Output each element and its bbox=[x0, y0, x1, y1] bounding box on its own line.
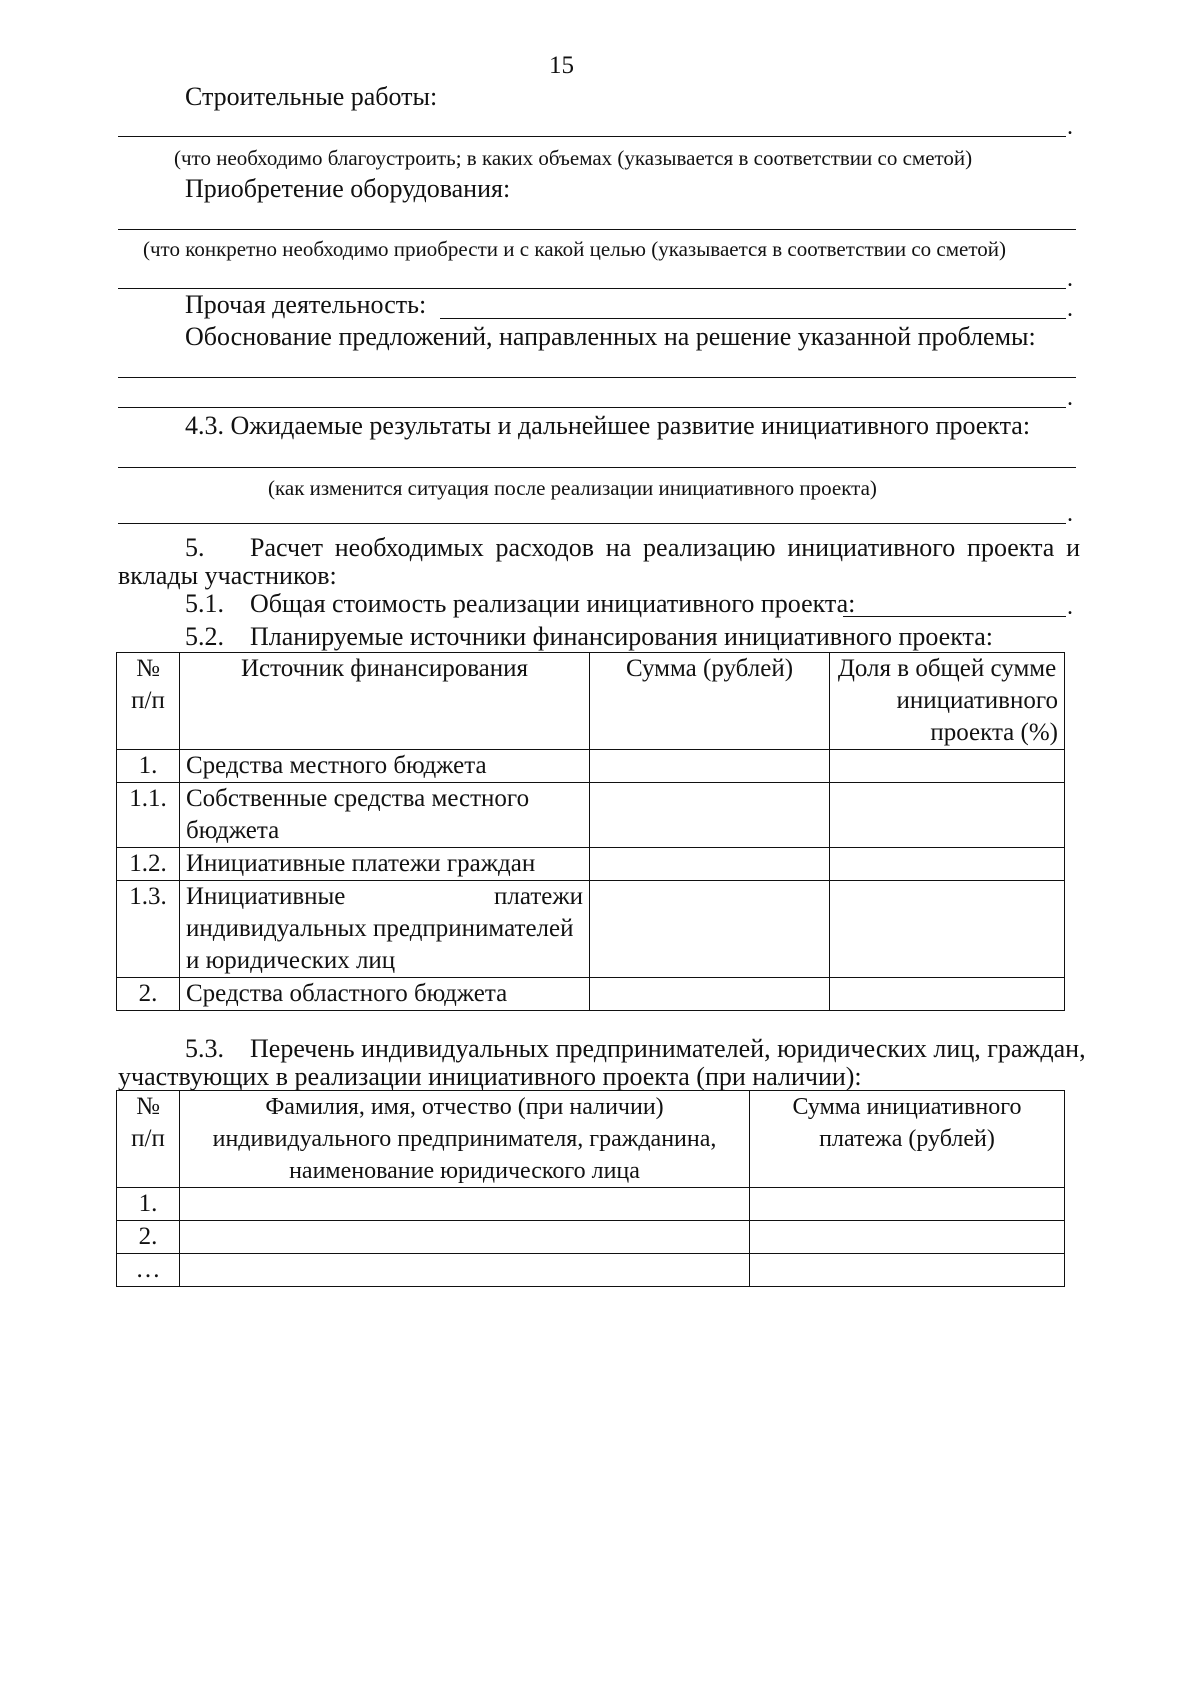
table-row bbox=[117, 848, 1065, 881]
source-name: Инициативные платежи граждан bbox=[180, 848, 590, 881]
table-row bbox=[117, 750, 1065, 783]
page-number: 15 bbox=[549, 52, 574, 79]
table-row bbox=[117, 881, 1065, 978]
header-amount: Сумма (рублей) bbox=[590, 653, 830, 750]
section-4-3-title: 4.3. Ожидаемые результаты и дальнейшее развитие инициативного проекта: bbox=[185, 411, 1031, 440]
justification-label: Обоснование предложений, направленных на решение указанной проблемы: bbox=[185, 322, 1036, 351]
header-cell-name bbox=[180, 1091, 750, 1188]
table-row bbox=[117, 1188, 1065, 1221]
period: . bbox=[1067, 385, 1073, 411]
section-5-line2: вклады участников: bbox=[118, 561, 337, 590]
payment-cell[interactable] bbox=[750, 1188, 1065, 1221]
share-cell[interactable] bbox=[830, 978, 1065, 1011]
header-name-line1: Фамилия, имя, отчество (при наличии) bbox=[265, 1094, 664, 1120]
payment-cell[interactable] bbox=[750, 1254, 1065, 1287]
header-share-line2: инициативного bbox=[896, 687, 1058, 714]
table-row bbox=[117, 1254, 1065, 1287]
section-5-number: 5. bbox=[185, 533, 205, 562]
source-name-cell bbox=[180, 881, 590, 978]
equipment-hint: (что конкретно необходимо приобрести и с какой целью (указывается в соответствии со сметой) bbox=[143, 237, 1006, 261]
section-5-1-text: Общая стоимость реализации инициативного проекта: bbox=[250, 589, 856, 618]
equipment-fill-line[interactable] bbox=[118, 229, 1076, 230]
section-5-3-number: 5.3. bbox=[185, 1034, 224, 1063]
section-5-3-line1: Перечень индивидуальных предпринимателей, юридических лиц, граждан, bbox=[250, 1034, 1086, 1063]
header-source: Источник финансирования bbox=[180, 653, 590, 750]
section-4-3-hint: (как изменится ситуация после реализации инициативного проекта) bbox=[268, 476, 877, 500]
header-cell-payment bbox=[750, 1091, 1065, 1188]
participant-name-cell[interactable] bbox=[180, 1188, 750, 1221]
section-5-line1: Расчет необходимых расходов на реализацию инициативного проекта и bbox=[250, 533, 1080, 562]
header-cell-num bbox=[117, 653, 180, 750]
header-share-line3: проекта (%) bbox=[930, 719, 1058, 746]
period: . bbox=[1067, 296, 1073, 322]
row-number: … bbox=[117, 1254, 180, 1287]
table-row bbox=[117, 1221, 1065, 1254]
header-num-abbr: п/п bbox=[131, 687, 165, 714]
amount-cell[interactable] bbox=[590, 978, 830, 1011]
construction-label: Строительные работы: bbox=[185, 82, 438, 111]
header-num-symbol: № bbox=[136, 655, 160, 682]
amount-cell[interactable] bbox=[590, 783, 830, 848]
period: . bbox=[1067, 594, 1073, 620]
share-cell[interactable] bbox=[830, 848, 1065, 881]
table-row bbox=[117, 978, 1065, 1011]
justification-fill-line[interactable] bbox=[118, 377, 1076, 378]
header-share-line1: Доля в общей сумме bbox=[837, 655, 1057, 682]
funding-table bbox=[116, 652, 1065, 1011]
source-name-line: Собственные средства местного bbox=[186, 785, 530, 812]
participant-name-cell[interactable] bbox=[180, 1254, 750, 1287]
header-name-line2: индивидуального предпринимателя, гражданина, bbox=[212, 1126, 717, 1152]
header-payment-line2: платежа (рублей) bbox=[819, 1126, 995, 1152]
source-name-line: и юридических лиц bbox=[186, 947, 396, 974]
row-number: 1. bbox=[117, 1188, 180, 1221]
other-activity-label: Прочая деятельность: bbox=[185, 290, 427, 319]
equipment-fill-line-2[interactable] bbox=[118, 288, 1066, 289]
construction-hint: (что необходимо благоустроить; в каких объемах (указывается в соответствии со сметой) bbox=[174, 146, 973, 170]
source-name: Средства областного бюджета bbox=[180, 978, 590, 1011]
row-number: 1.2. bbox=[117, 848, 180, 881]
header-payment-line1: Сумма инициативного bbox=[792, 1094, 1022, 1120]
justification-fill-line-2[interactable] bbox=[118, 407, 1066, 408]
amount-cell[interactable] bbox=[590, 750, 830, 783]
amount-cell[interactable] bbox=[590, 848, 830, 881]
source-name-cell bbox=[180, 783, 590, 848]
results-fill-line-2[interactable] bbox=[118, 523, 1066, 524]
participants-table bbox=[116, 1090, 1065, 1287]
participant-name-cell[interactable] bbox=[180, 1221, 750, 1254]
source-name-line: индивидуальных предпринимателей bbox=[186, 915, 574, 942]
source-name: Средства местного бюджета bbox=[180, 750, 590, 783]
payment-cell[interactable] bbox=[750, 1221, 1065, 1254]
share-cell[interactable] bbox=[830, 750, 1065, 783]
header-cell-num bbox=[117, 1091, 180, 1188]
section-5-2-number: 5.2. bbox=[185, 622, 224, 651]
share-cell[interactable] bbox=[830, 783, 1065, 848]
header-num-symbol: № bbox=[136, 1093, 160, 1120]
equipment-label: Приобретение оборудования: bbox=[185, 174, 511, 203]
results-fill-line[interactable] bbox=[118, 467, 1076, 468]
row-number: 2. bbox=[117, 978, 180, 1011]
header-cell-share bbox=[830, 653, 1065, 750]
table-header-row bbox=[117, 1091, 1065, 1188]
row-number: 1. bbox=[117, 750, 180, 783]
period: . bbox=[1067, 501, 1073, 527]
source-name-line: Инициативные платежи bbox=[186, 883, 583, 910]
share-cell[interactable] bbox=[830, 881, 1065, 978]
section-5-3-line2: участвующих в реализации инициативного проекта (при наличии): bbox=[118, 1062, 862, 1091]
period: . bbox=[1067, 114, 1073, 140]
row-number: 1.1. bbox=[117, 783, 180, 848]
period: . bbox=[1067, 266, 1073, 292]
row-number: 1.3. bbox=[117, 881, 180, 978]
table-row bbox=[117, 783, 1065, 848]
total-cost-fill-line[interactable] bbox=[843, 616, 1066, 617]
source-name-line: бюджета bbox=[186, 817, 280, 844]
row-number: 2. bbox=[117, 1221, 180, 1254]
other-activity-fill-line[interactable] bbox=[440, 318, 1066, 319]
table-header-row bbox=[117, 653, 1065, 750]
section-5-2-text: Планируемые источники финансирования инициативного проекта: bbox=[250, 622, 993, 651]
section-5-1-number: 5.1. bbox=[185, 589, 224, 618]
header-num-abbr: п/п bbox=[131, 1125, 165, 1152]
header-name-line3: наименование юридического лица bbox=[289, 1158, 640, 1184]
amount-cell[interactable] bbox=[590, 881, 830, 978]
construction-fill-line[interactable] bbox=[118, 136, 1066, 137]
